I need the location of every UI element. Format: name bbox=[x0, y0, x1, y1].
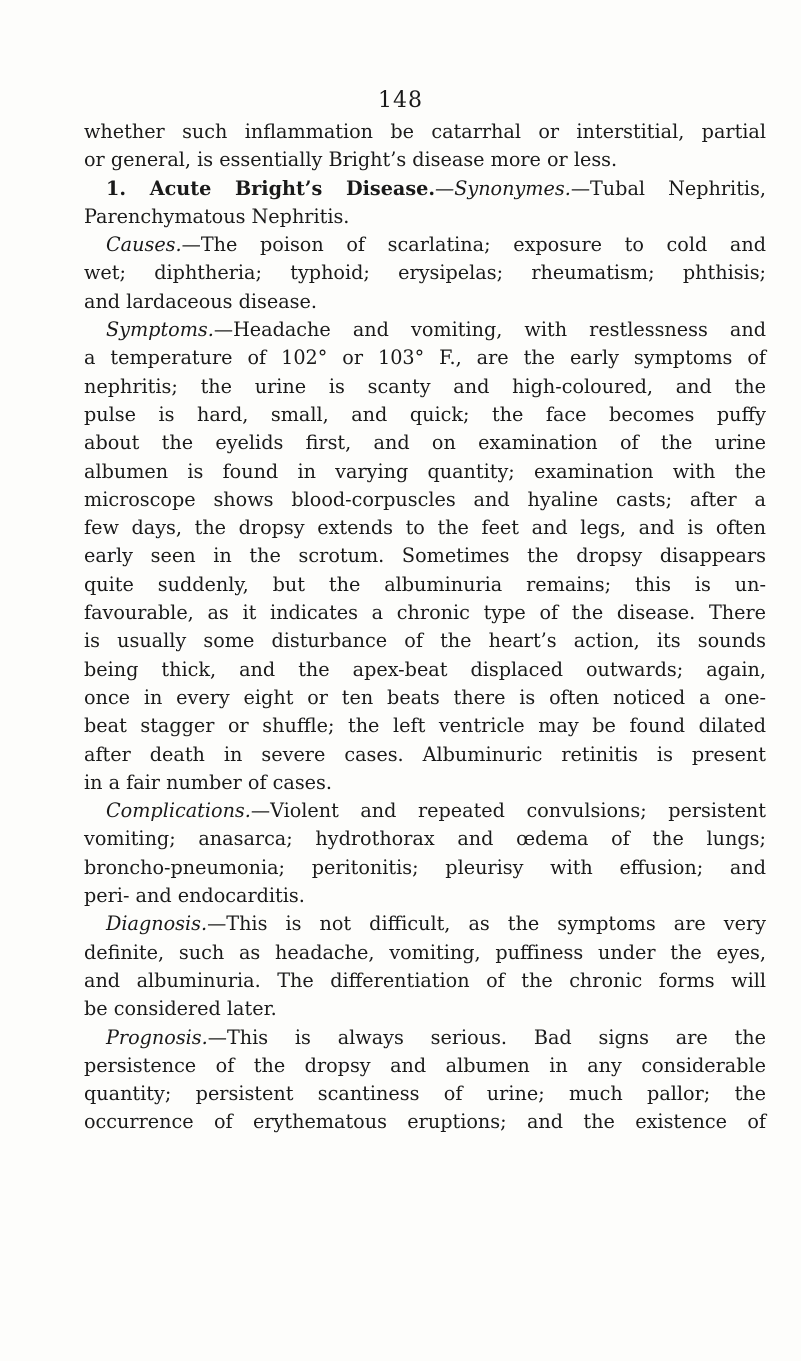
line-text: albumen is found in varying quantity; examination with the bbox=[84, 459, 766, 483]
subsection-heading: Prognosis. bbox=[106, 1025, 208, 1049]
line-text: be considered later. bbox=[84, 997, 277, 1021]
line-text: —Violent and repeated convulsions; persistent bbox=[250, 799, 766, 823]
line-text: and albuminuria. The differentiation of the chronic forms will bbox=[84, 968, 766, 992]
line-text: broncho-pneumonia; peritonitis; pleurisy with effusion; and bbox=[84, 855, 766, 879]
text-line bbox=[84, 769, 766, 797]
text-line bbox=[84, 231, 766, 259]
text-line bbox=[84, 1080, 766, 1108]
text-line bbox=[84, 995, 766, 1023]
text-line bbox=[84, 967, 766, 995]
line-text: occurrence of erythematous eruptions; and the existence of bbox=[84, 1110, 766, 1134]
subsection-heading: —Synonymes. bbox=[435, 176, 571, 200]
line-text: Parenchymatous Nephritis. bbox=[84, 204, 350, 228]
line-text: whether such inflammation be catarrhal or interstitial, partial bbox=[84, 120, 766, 143]
line-text: nephritis; the urine is scanty and high-coloured, and the bbox=[84, 374, 766, 398]
line-text: once in every eight or ten beats there is often noticed a one- bbox=[84, 685, 766, 709]
line-text: is usually some disturbance of the heart’s action, its sounds bbox=[84, 629, 766, 653]
text-line bbox=[84, 910, 766, 938]
line-text: definite, such as headache, vomiting, puffiness under the eyes, bbox=[84, 940, 766, 964]
line-text: in a fair number of cases. bbox=[84, 770, 332, 794]
subsection-heading: Causes. bbox=[106, 233, 182, 257]
text-line bbox=[84, 458, 766, 486]
text-line bbox=[84, 684, 766, 712]
line-text: about the eyelids first, and on examination of the urine bbox=[84, 431, 766, 455]
line-text: and lardaceous disease. bbox=[84, 289, 317, 313]
subsection-heading: Complications. bbox=[106, 799, 251, 823]
text-line bbox=[84, 599, 766, 627]
text-line bbox=[84, 373, 766, 401]
text-line bbox=[84, 797, 766, 825]
section-heading: 1. Acute Bright’s Disease. bbox=[106, 176, 436, 200]
line-text: peri- and endocarditis. bbox=[84, 884, 305, 908]
text-line bbox=[84, 627, 766, 655]
line-text: vomiting; anasarca; hydrothorax and œdema of the lungs; bbox=[84, 827, 766, 851]
subsection-heading: Symptoms. bbox=[106, 318, 214, 342]
text-line bbox=[84, 486, 766, 514]
line-text: pulse is hard, small, and quick; the face becomes puffy bbox=[84, 402, 766, 426]
line-text: favourable, as it indicates a chronic type of the disease. There bbox=[84, 601, 766, 625]
line-text: after death in severe cases. Albuminuric retinitis is present bbox=[84, 742, 766, 766]
line-text: early seen in the scrotum. Sometimes the dropsy disappears bbox=[84, 544, 766, 568]
text-line bbox=[84, 203, 766, 231]
line-text: quantity; persistent scantiness of urine; much pallor; the bbox=[84, 1082, 766, 1106]
line-text: —This is not difficult, as the symptoms are very bbox=[207, 912, 766, 936]
text-line bbox=[84, 429, 766, 457]
text-line bbox=[84, 1108, 766, 1136]
text-line bbox=[84, 712, 766, 740]
text-line bbox=[84, 542, 766, 570]
line-text: a temperature of 102° or 103° F., are the early symptoms of bbox=[84, 346, 766, 370]
text-line bbox=[84, 259, 766, 287]
text-line bbox=[84, 146, 766, 174]
text-line bbox=[84, 118, 766, 146]
line-text: or general, is essentially Bright’s disease more or less. bbox=[84, 148, 618, 172]
line-text: —Headache and vomiting, with restlessness and bbox=[213, 318, 766, 342]
text-line bbox=[84, 288, 766, 316]
subsection-heading: Diagnosis. bbox=[106, 912, 208, 936]
line-text: few days, the dropsy extends to the feet and legs, and is often bbox=[84, 516, 766, 540]
line-text: microscope shows blood-corpuscles and hyaline casts; after a bbox=[84, 487, 766, 511]
text-line bbox=[84, 175, 766, 203]
line-text: beat stagger or shuffle; the left ventricle may be found dilated bbox=[84, 714, 766, 738]
line-text: being thick, and the apex-beat displaced outwards; again, bbox=[84, 657, 766, 681]
text-line bbox=[84, 1052, 766, 1080]
line-text: quite suddenly, but the albuminuria remains; this is un- bbox=[84, 572, 766, 596]
page-number: 148 bbox=[378, 88, 423, 113]
text-line bbox=[84, 825, 766, 853]
line-text: —Tubal Nephritis, bbox=[570, 176, 766, 200]
text-line bbox=[84, 316, 766, 344]
body-text bbox=[84, 118, 766, 1137]
text-line bbox=[84, 344, 766, 372]
line-text: persistence of the dropsy and albumen in any considerable bbox=[84, 1053, 766, 1077]
text-line bbox=[84, 656, 766, 684]
text-line bbox=[84, 939, 766, 967]
text-line bbox=[84, 854, 766, 882]
text-line bbox=[84, 571, 766, 599]
text-line bbox=[84, 882, 766, 910]
line-text: wet; diphtheria; typhoid; erysipelas; rheumatism; phthisis; bbox=[84, 261, 766, 285]
text-line bbox=[84, 1024, 766, 1052]
line-text: —The poison of scarlatina; exposure to cold and bbox=[181, 233, 766, 257]
text-line bbox=[84, 741, 766, 769]
line-text: —This is always serious. Bad signs are the bbox=[207, 1025, 766, 1049]
text-line bbox=[84, 401, 766, 429]
text-line bbox=[84, 514, 766, 542]
